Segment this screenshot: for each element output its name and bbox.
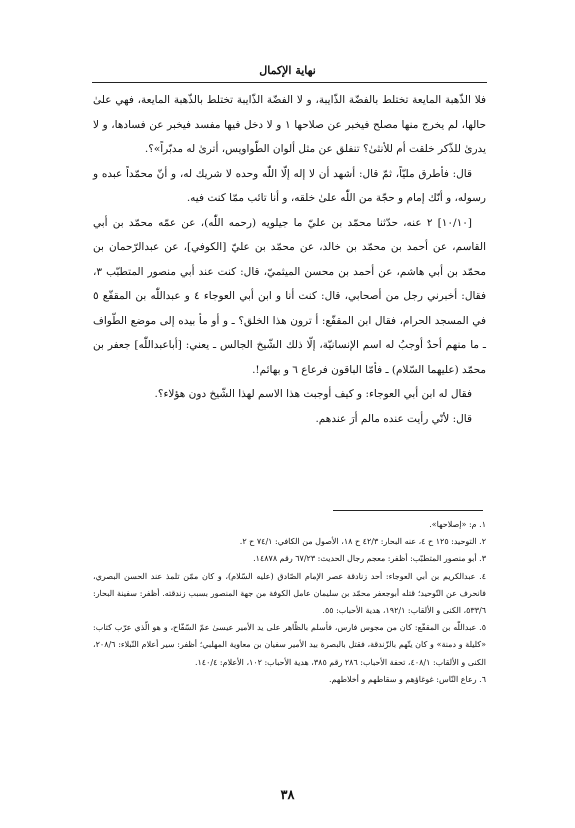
paragraph-1: فلا الذّهبة المايعة تختلط بالفضّة الذّايبة، و لا الفضّة الذّايبة تختلط بالذّهبة المايعة، فهي علىٰ حالها، لم يخرج منها مصلح فيخبر عن صلاحها ١ و لا دخل فيها مفسد فيخبر عن فسادها، و لا يدرىٰ للذّكر خلقت أم للأنثىٰ؟ تنفلق عن مثل ألوان الطّواويس، أترىٰ له مدبّراً»؟.	[93, 94, 486, 155]
footnote-1: ١. م: «إصلاحها».	[429, 520, 486, 529]
footnote-separator	[333, 510, 483, 511]
paragraph-4: فقال له ابن أبي العوجاء: و كيف أوجبت هذا الاسم لهذا الشّيخ دون هؤلاء؟.	[154, 388, 472, 400]
running-header: نهاية الإكمال	[259, 64, 316, 77]
paragraph-3: [١٠/١٠] ٢ عنه، حدّثنا محمّد بن عليّ ما جيلويه (رحمه اللّٰه)، عن عمّه محمّد بن أبي القاسم، عن أحمد بن محمّد بن خالد، عن محمّد بن عليّ [الكوفي]، عن عبدالرّحمان بن محمّد بن أبي هاشم، عن أحمد بن محسن الميثميّ، قال: كنت عند أبي منصور المتطبّب ٣، فقال: أخبرني رجل من أصحابي، قال: كنت أنا و ابن أبي العوجاء ٤ و عبداللّٰه بن المقفّع ٥ في المسجد الحرام، فقال ابن المقفّع: أ ترون هذا الخلق؟ ـ و أو مأ بيده إلى موضع الطّواف ـ ما منهم أحدٌ أوجبُ له اسم الإنسانيّة، إلّا ذلك الشّيخ الجالس ـ يعني: [أباعبداللّٰه] جعفر بن محمّد (عليهما السّلام) ـ فأمّا الباقون فرعاع ٦ و بهائم!.	[93, 216, 486, 376]
header-rule	[92, 82, 487, 83]
footnote-3: ٣. أبو منصور المتطبّب: أظفر: معجم رجال الحديث: ٦٧/٢٣ رقم ١٤٨٧٨.	[253, 554, 486, 564]
footnote-6: ٦. رعاع النّاس: غوغاؤهم و سقاطهم و أخلاطهم.	[329, 674, 486, 684]
footnote-5: ٥. عبداللّٰه بن المقفّع: كان من مجوس فارس، فأسلم بالظّاهر على يد الأمير عيسىٰ عمّ السّفّاح، و هو الّذي عرّب كتاب: «كليلة و دمنة» و كان يتّهم بالزّندقة، فقتل بالبصرة بيد الأمير سفيان بن معاوية المهلبي؛ أظفر: سير أعلام النّبلاء: ٢٠٨/٦، الكنى و الألقاب: ٤٠٨/١، تحفة الأحباب: ٢٨٦ رقم ٣٨٥، هدية الأحباب: ١٠٢، الأعلام: ١٤٠/٤.	[93, 623, 486, 667]
footnote-4: ٤. عبدالكريم بن أبي العوجاء: أحد زنادقة عصر الإمام الصّادق (عليه السّلام)، و كان ممّن تلمذ عند الحسن البصري، فانحرف عن التّوحيد؛ قتله أبوجعفر محمّد بن سليمان عامل الكوفة من جهة المنصور بسبب زندقته. أظفر: سفينة البحار: ٥٣٣/٦، الكنى و الألقاب: ١٩٢/١، هدية الأحباب: ٥٥.	[93, 571, 486, 616]
footnote-2: ٢. التوحيد: ١٢٥ ح ٤، عنه البحار: ٤٢/٣ ح ١٨، الأصول من الكافي: ٧٤/١ ح ٢.	[239, 537, 486, 547]
footnotes	[93, 516, 486, 688]
page-number: ٣٨	[280, 788, 295, 803]
main-text	[93, 88, 486, 431]
paragraph-5: قال: لأنّي رأيت عنده مالم أرَ عندهم.	[315, 412, 472, 425]
paragraph-2: قال: فأطرق مليّاً، ثمّ قال: أشهد أن لا إله إلّا اللّٰه وحده لا شريك له، و أنّ محمّداً عبده و رسوله، و أنّك إمام و حجّة من اللّٰه علىٰ خلقه، و أنا تائب ممّا كنت فيه.	[93, 167, 486, 204]
